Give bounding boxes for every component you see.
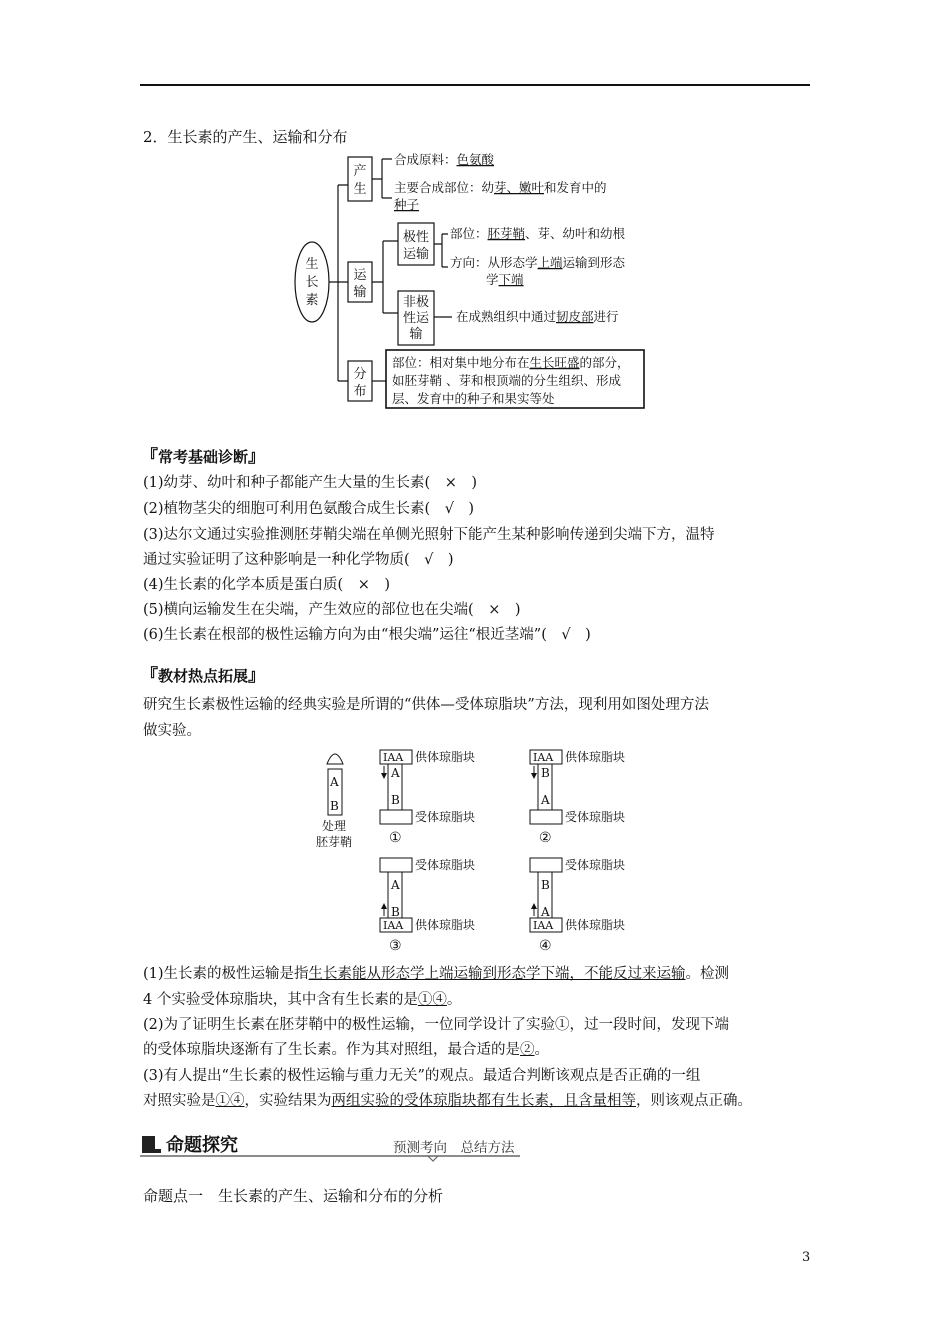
exp4-seg-a: A — [541, 905, 550, 919]
distribution-line-1: 部位：相对集中地分布在生长旺盛的部分， — [392, 355, 630, 370]
produce-label-1: 产 — [353, 164, 367, 179]
exp1-donor-label: 供体琼脂块 — [415, 750, 476, 764]
exp3-num: ③ — [389, 938, 402, 954]
banner-title: 命题探究 — [166, 1135, 238, 1156]
treat-label-1: 处理 — [322, 819, 347, 833]
question-1: (1)生长素的极性运输是指生长素能从形态学上端运输到形态学下端，不能反过来运输。检测 — [143, 966, 730, 982]
question-3-cont: 对照实验是①④，实验结果为两组实验的受体琼脂块都有生长素，且含量相等，则该观点正确。 — [143, 1093, 752, 1109]
diagnosis-item-2: (2)植物茎尖的细胞可利用色氨酸合成生长素( √ ) — [143, 501, 475, 517]
exp1-iaa: IAA — [383, 751, 404, 764]
diagnosis-item-4: (4)生长素的化学本质是蛋白质( × ) — [143, 577, 391, 593]
concept-map — [290, 145, 660, 415]
distribution-label-2: 布 — [353, 384, 367, 399]
polar-site: 部位：胚芽鞘、芽、幼叶和幼根 — [450, 226, 626, 241]
treat-label-2: 胚芽鞘 — [316, 835, 353, 849]
nonpolar-label-2: 性运 — [402, 311, 430, 326]
section-title: 2．生长素的产生、运输和分布 — [143, 128, 348, 146]
nonpolar-label-3: 输 — [409, 327, 423, 342]
coleoptile-seg-b: B — [330, 799, 339, 813]
coleoptile-tip — [327, 754, 343, 764]
root-char-1: 生 — [305, 257, 319, 272]
produce-label-2: 生 — [353, 182, 367, 197]
exp3-donor-label: 供体琼脂块 — [415, 918, 476, 932]
diagnosis-item-5: (5)横向运输发生在尖端，产生效应的部位也在尖端( × ) — [143, 602, 521, 618]
exp3-seg-b: B — [391, 905, 400, 919]
produce-site-cont: 种子 — [394, 197, 420, 212]
extension-intro-2: 做实验。 — [143, 723, 201, 739]
exp2-donor-label: 供体琼脂块 — [565, 750, 626, 764]
distribution-line-3: 层、发育中的种子和果实等处 — [392, 391, 555, 406]
banner-icon-square — [142, 1136, 155, 1149]
exp1-receiver-label: 受体琼脂块 — [415, 810, 476, 824]
polar-label-1: 极性 — [402, 230, 430, 245]
question-1-cont: 4 个实验受体琼脂块，其中含有生长素的是①④。 — [143, 992, 462, 1008]
exp1-seg-b: B — [391, 793, 400, 807]
exp2-iaa: IAA — [533, 751, 554, 764]
question-3: (3)有人提出“生长素的极性运输与重力无关”的观点。最适合判断该观点是否正确的一组 — [143, 1068, 701, 1084]
extension-heading: 『教材热点拓展』 — [141, 666, 266, 686]
coleoptile-seg-a: A — [330, 775, 339, 789]
exp3-iaa: IAA — [383, 919, 404, 932]
exp2-receiver-block — [530, 810, 562, 824]
banner-icon-bar — [142, 1149, 161, 1153]
exp4-iaa: IAA — [533, 919, 554, 932]
exp4-donor-label: 供体琼脂块 — [565, 918, 626, 932]
header-rule — [140, 84, 810, 86]
distribution-line-2: 如胚芽鞘 、芽和根顶端的分生组织、形成 — [392, 373, 621, 388]
transport-label-2: 输 — [353, 285, 367, 300]
diagnosis-heading: 『常考基础诊断』 — [141, 447, 266, 467]
produce-bracket — [372, 159, 392, 198]
polar-label-2: 运输 — [402, 247, 430, 262]
question-2: (2)为了证明生长素在胚芽鞘中的极性运输，一位同学设计了实验①，过一段时间，发现下端 — [143, 1017, 730, 1033]
produce-material: 合成原料：色氨酸 — [394, 152, 495, 167]
root-bracket — [329, 185, 348, 381]
exp1-seg-a: A — [391, 766, 400, 780]
exp2-num: ② — [539, 830, 552, 846]
exp1-receiver-block — [380, 810, 412, 824]
exp2-seg-a: A — [541, 793, 550, 807]
experiment-figure — [310, 742, 650, 957]
diagnosis-item-1: (1)幼芽、幼叶和种子都能产生大量的生长素( × ) — [143, 475, 478, 491]
diagnosis-item-3-cont: 通过实验证明了这种影响是一种化学物质( √ ) — [143, 552, 454, 568]
diagnosis-item-3: (3)达尔文通过实验推测胚芽鞘尖端在单侧光照射下能产生某种影响传递到尖端下方，温特 — [143, 527, 715, 543]
distribution-label-1: 分 — [353, 367, 367, 382]
polar-direction-cont: 学下端 — [486, 272, 524, 287]
proposition-point-one: 命题点一 生长素的产生、运输和分布的分析 — [143, 1187, 444, 1205]
exp4-receiver-block — [530, 858, 562, 872]
exp1-num: ① — [389, 830, 402, 846]
root-char-2: 长 — [305, 275, 319, 290]
exp4-num: ④ — [539, 938, 552, 954]
page-number: 3 — [802, 1250, 811, 1265]
diagnosis-item-6: (6)生长素在根部的极性运输方向为由“根尖端”运往“根近茎端”( √ ) — [143, 627, 591, 643]
exp2-seg-b: B — [541, 766, 550, 780]
exp4-receiver-label: 受体琼脂块 — [565, 858, 626, 872]
polar-bracket — [434, 234, 448, 267]
root-char-3: 素 — [305, 293, 319, 308]
transport-label-1: 运 — [353, 268, 367, 283]
polar-direction: 方向：从形态学上端运输到形态 — [450, 255, 626, 270]
exp3-receiver-block — [380, 858, 412, 872]
nonpolar-text: 在成熟组织中通过韧皮部进行 — [456, 309, 619, 324]
exp3-receiver-label: 受体琼脂块 — [415, 858, 476, 872]
nonpolar-label-1: 非极 — [402, 295, 430, 310]
transport-bracket — [372, 241, 398, 313]
banner-subtitle: 预测考向 总结方法 — [393, 1140, 515, 1156]
extension-intro-1: 研究生长素极性运输的经典实验是所谓的“供体—受体琼脂块”方法，现利用如图处理方法 — [143, 697, 709, 713]
question-2-cont: 的受体琼脂块逐渐有了生长素。作为其对照组，最合适的是②。 — [143, 1042, 549, 1058]
exp2-receiver-label: 受体琼脂块 — [565, 810, 626, 824]
exp4-seg-b: B — [541, 878, 550, 892]
exp3-seg-a: A — [391, 878, 400, 892]
produce-site: 主要合成部位：幼芽、嫩叶和发育中的 — [394, 180, 607, 195]
